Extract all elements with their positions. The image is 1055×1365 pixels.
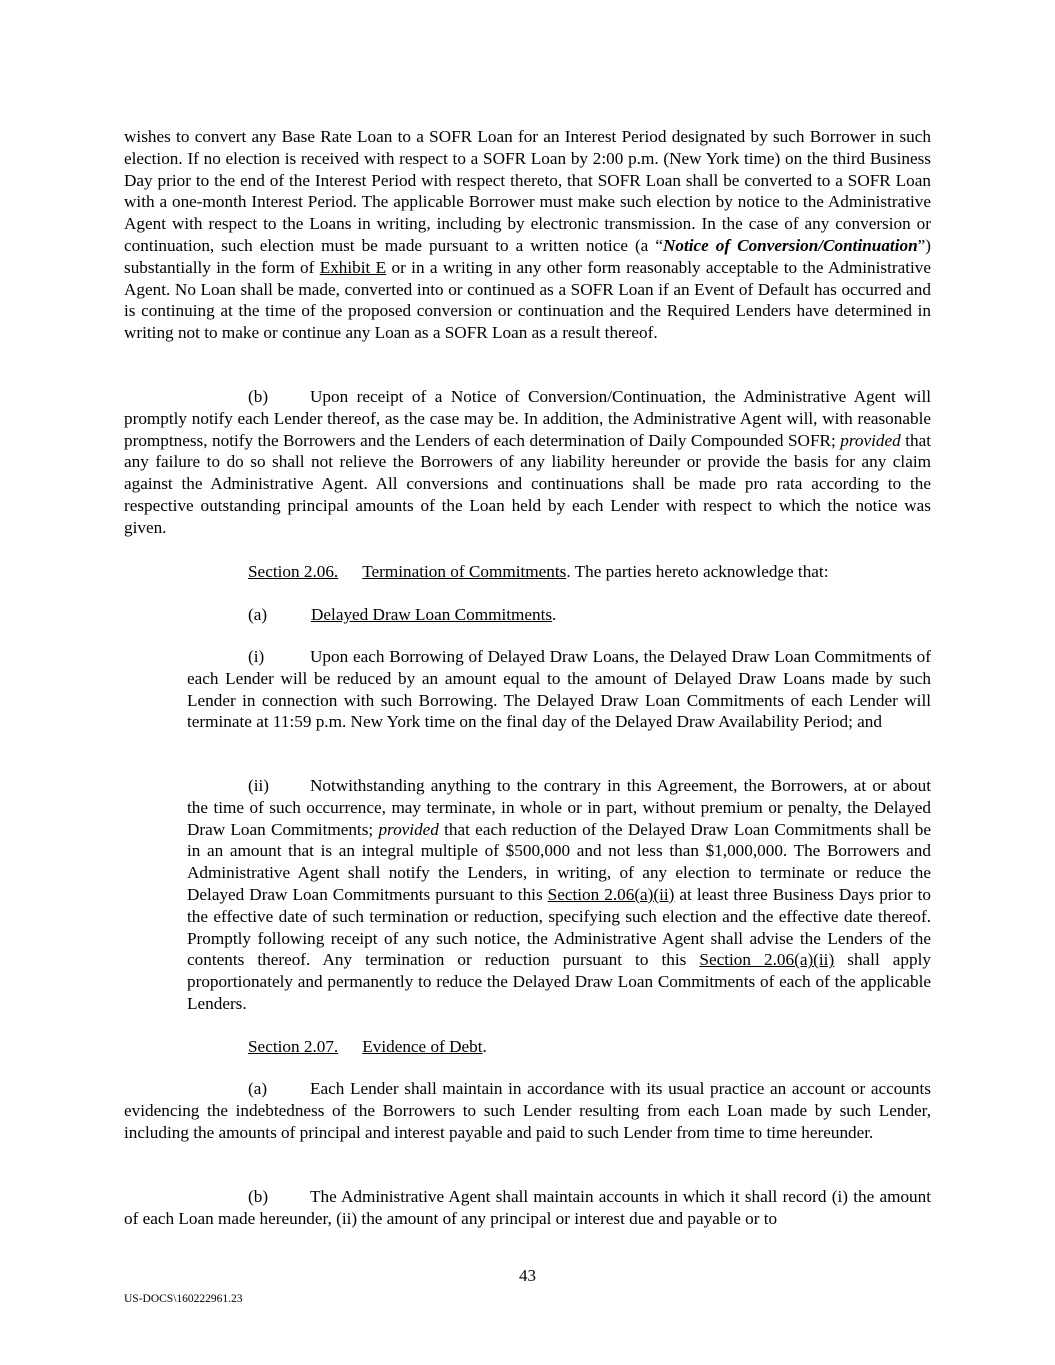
paragraph-text: Each Lender shall maintain in accordance with its usual practice an account or accounts evidencing the indebtedness of the Borrowers to such Lender resulting from each Loan made by such Lender, including the amounts of principal and interest payable and paid to such Lender from time to time hereunder. <box>124 1079 931 1142</box>
section-number: Section 2.07. <box>248 1037 339 1056</box>
defined-term: Notice of Conversion/Continuation <box>662 235 918 255</box>
section-number: Section 2.06. <box>248 562 339 581</box>
subsection-punct: . <box>552 605 557 624</box>
item-text: at least three Business Days prior to the effective date of such termination or reduction, specifying such election and the effective date thereof. Promptly following receipt of any such notice, the Administrative Agent shall advise the Lenders of the contents thereof. Any termination or reduction pursuant to this <box>187 884 931 970</box>
subsection-title: Delayed Draw Loan Commitments <box>311 605 553 624</box>
document-id: US-DOCS\160222961.23 <box>124 1293 243 1305</box>
provided-term: provided <box>378 819 439 839</box>
section-2-06-heading <box>248 561 828 583</box>
paragraph-text: that any failure to do so shall not relieve the Borrowers of any liability hereunder or provide the basis for any claim against the Administrative Agent. All conversions and continuations shall be made pro rata according to the respective outstanding principal amounts of the Loan held by each Lender with respect to which the notice was given. <box>124 430 931 537</box>
section-intro: . The parties hereto acknowledge that: <box>566 562 829 581</box>
paragraph-label: (b) <box>248 387 269 406</box>
section-punct: . <box>482 1037 487 1056</box>
paragraph-b <box>124 386 931 539</box>
section-reference-link[interactable]: Section 2.06(a)(ii) <box>547 884 675 904</box>
paragraph-207-a <box>124 1078 931 1143</box>
paragraph-text: ”) substantially in the form of <box>124 235 931 277</box>
paragraph-text: Upon receipt of a Notice of Conversion/Continuation, the Administrative Agent will promptly notify each Lender thereof, as the case may be. In addition, the Administrative Agent will, with reasonable promptness, notify the Borrowers and the Lenders of each determination of Daily Compounded SOFR; <box>124 387 931 450</box>
subsection-label: (a) <box>248 605 268 624</box>
paragraph-label: (a) <box>248 1079 268 1098</box>
paragraph-207-b <box>124 1186 931 1230</box>
item-label: (ii) <box>248 776 269 795</box>
item-text: that each reduction of the Delayed Draw Loan Commitments shall be in an amount that is an integral multiple of $500,000 and not less than $1,000,000. The Borrowers and Administrative Agent shall notify the Lenders, in writing, of any election to terminate or reduce the Delayed Draw Loan Commitments pursuant to this <box>187 819 932 904</box>
section-reference-link[interactable]: Section 2.06(a)(ii) <box>699 950 835 970</box>
paragraph-text: wishes to convert any Base Rate Loan to a SOFR Loan for an Interest Period designated by such Borrower in such election. If no election is received with respect to a SOFR Loan by 2:00 p.m. (New York time) on the third Business Day prior to the end of the Interest Period with respect thereto, that SOFR Loan shall be converted to a SOFR Loan with a one-month Interest Period. The applicable Borrower must make such election by notice to the Administrative Agent with respect to the Loans in writing, including by electronic transmission. In the case of any conversion or continuation, such election must be made pursuant to a written notice (a “ <box>124 127 931 255</box>
paragraph-continuation <box>124 126 931 344</box>
subsection-a-heading <box>248 604 556 626</box>
item-label: (i) <box>248 647 265 666</box>
exhibit-e-link[interactable]: Exhibit E <box>319 257 387 277</box>
item-text: Notwithstanding anything to the contrary in this Agreement, the Borrowers, at or about the time of such occurrence, may terminate, in whole or in part, without premium or penalty, the Delayed Draw Loan Commitments; <box>187 776 931 839</box>
section-title: Termination of Commitments <box>362 562 567 581</box>
item-i <box>187 646 931 733</box>
paragraph-text: or in a writing in any other form reasonably acceptable to the Administrative Agent. No Loan shall be made, converted into or continued as a SOFR Loan if an Event of Default has occurred and is continuing at the time of the proposed conversion or continuation and the Required Lenders have determined in writing not to make or continue any Loan as a SOFR Loan as a result thereof. <box>124 257 931 343</box>
page-number: 43 <box>519 1266 536 1285</box>
paragraph-text: The Administrative Agent shall maintain accounts in which it shall record (i) the amount of each Loan made hereunder, (ii) the amount of any principal or interest due and payable or to <box>124 1187 931 1228</box>
item-text: shall apply proportionately and permanently to reduce the Delayed Draw Loan Commitments of each of the applicable Lenders. <box>187 950 931 1013</box>
item-ii <box>187 775 931 1015</box>
paragraph-label: (b) <box>248 1187 269 1206</box>
section-title: Evidence of Debt <box>362 1037 483 1056</box>
provided-term: provided <box>840 430 901 450</box>
section-2-07-heading <box>248 1036 487 1058</box>
item-text: Upon each Borrowing of Delayed Draw Loans, the Delayed Draw Loan Commitments of each Lender will be reduced by an amount equal to the amount of Delayed Draw Loans made by such Lender in connection with such Borrowing. The Delayed Draw Loan Commitments of each Lender will terminate at 11:59 p.m. New York time on the final day of the Delayed Draw Availability Period; and <box>187 647 931 732</box>
